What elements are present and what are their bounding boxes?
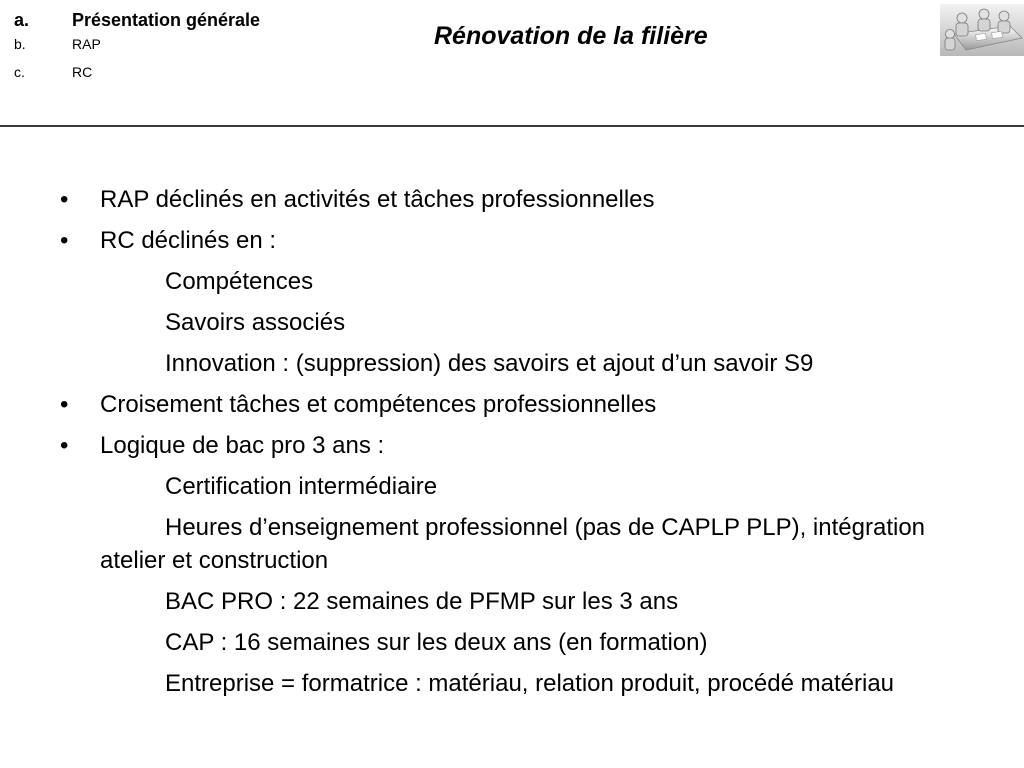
sub-item <box>0 265 1024 298</box>
bullet-dot: • <box>60 227 69 254</box>
bullet-item <box>0 429 1024 462</box>
item-text: CAP : 16 semaines sur les deux ans (en formation) <box>165 629 708 656</box>
sub-item <box>0 667 1024 700</box>
sub-item <box>0 585 1024 618</box>
bullet-dot: • <box>60 432 69 459</box>
section-outline <box>14 10 260 92</box>
bullet-dot: • <box>60 391 69 418</box>
bullet-dot: • <box>60 186 69 213</box>
sub-item <box>0 347 1024 380</box>
sub-item <box>0 470 1024 503</box>
item-text: Heures d’enseignement professionnel (pas de CAPLP PLP), intégration atelier et construction <box>100 514 926 574</box>
header-divider <box>0 125 1024 127</box>
item-text: Certification intermédiaire <box>165 473 438 500</box>
sub-item <box>0 306 1024 339</box>
outline-letter: c. <box>14 64 25 80</box>
outline-label: RAP <box>72 36 101 52</box>
meeting-people-icon <box>940 4 1024 56</box>
item-text: Logique de bac pro 3 ans : <box>100 432 385 459</box>
outline-item-rap <box>14 36 260 64</box>
item-text: Croisement tâches et compétences professionnelles <box>100 391 657 418</box>
item-text: RC déclinés en : <box>100 227 277 254</box>
sub-item <box>0 511 1024 577</box>
slide-body <box>0 183 1024 708</box>
slide-title: Rénovation de la filière <box>434 22 708 50</box>
bullet-item <box>0 388 1024 421</box>
item-text: Compétences <box>165 268 314 295</box>
item-text: Savoirs associés <box>165 309 346 336</box>
outline-item-presentation <box>14 10 260 36</box>
item-text: BAC PRO : 22 semaines de PFMP sur les 3 ans <box>165 588 679 615</box>
item-text: Innovation : (suppression) des savoirs et ajout d’un savoir S9 <box>165 350 814 377</box>
bullet-item <box>0 224 1024 257</box>
bullet-item <box>0 183 1024 216</box>
outline-item-rc <box>14 64 260 92</box>
outline-label: RC <box>72 64 93 80</box>
outline-letter: a. <box>14 10 30 30</box>
item-text: Entreprise = formatrice : matériau, relation produit, procédé matériau <box>165 670 895 697</box>
sub-item <box>0 626 1024 659</box>
outline-letter: b. <box>14 36 26 52</box>
item-text: RAP déclinés en activités et tâches professionnelles <box>100 186 655 213</box>
outline-label: Présentation générale <box>72 10 261 30</box>
